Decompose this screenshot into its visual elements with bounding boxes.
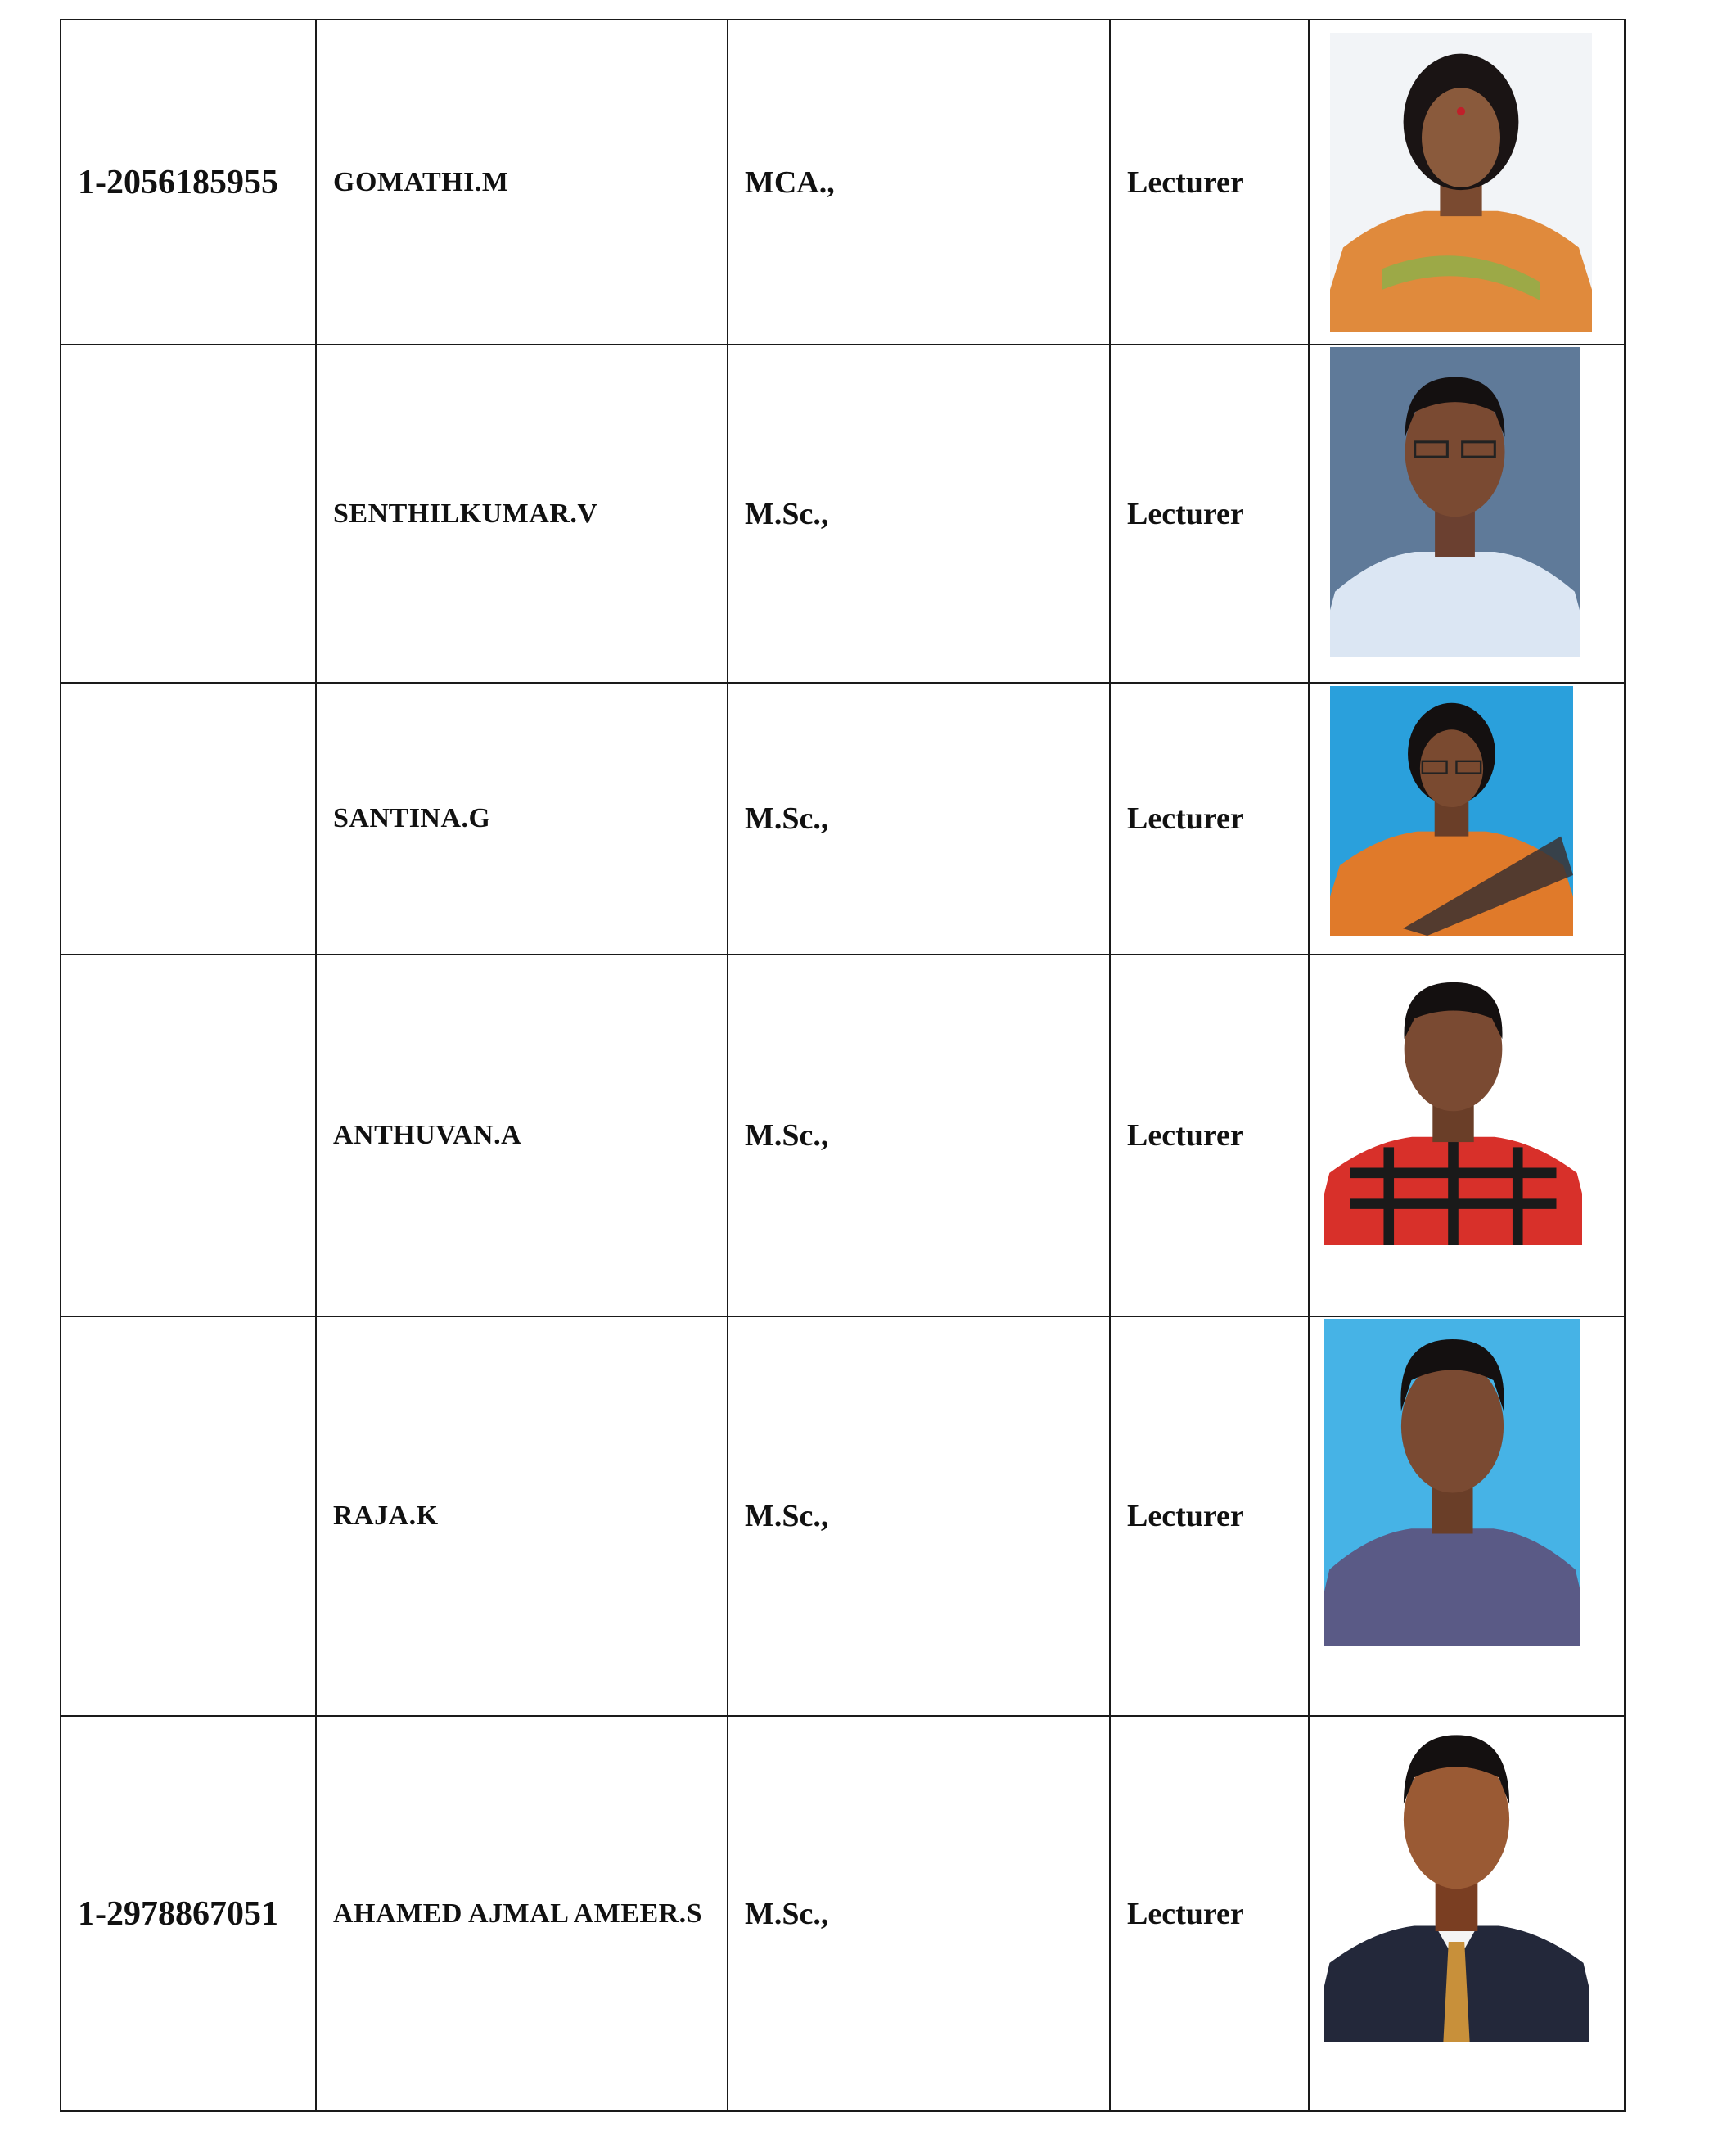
staff-name: SANTINA.G [316,683,728,955]
table-row [61,345,1625,683]
staff-id: 1-2978867051 [61,1716,316,2111]
staff-id [61,683,316,955]
photo-cell [1309,345,1625,683]
staff-qualification: M.Sc., [728,1316,1110,1716]
photo-cell [1309,1316,1625,1716]
table-row [61,20,1625,345]
staff-designation: Lecturer [1110,683,1309,955]
staff-qualification: MCA., [728,20,1110,345]
staff-id [61,1316,316,1716]
photo-cell [1309,683,1625,955]
photo-cell [1309,1716,1625,2111]
staff-qualification: M.Sc., [728,683,1110,955]
staff-table [60,19,1626,2112]
staff-designation: Lecturer [1110,955,1309,1316]
staff-name: AHAMED AJMAL AMEER.S [316,1716,728,2111]
photo-cell [1309,20,1625,345]
table-row [61,1316,1625,1716]
staff-name: GOMATHI.M [316,20,728,345]
staff-qualification: M.Sc., [728,1716,1110,2111]
staff-photo-female [1330,686,1573,936]
staff-photo-male [1330,347,1580,657]
staff-id [61,345,316,683]
staff-designation: Lecturer [1110,345,1309,683]
table-row [61,955,1625,1316]
staff-photo-male [1324,967,1582,1245]
staff-qualification: M.Sc., [728,345,1110,683]
table-row [61,683,1625,955]
staff-id [61,955,316,1316]
photo-cell [1309,955,1625,1316]
staff-photo-male [1324,1319,1580,1646]
table-row [61,1716,1625,2111]
staff-name: SENTHILKUMAR.V [316,345,728,683]
staff-photo-male [1324,1719,1589,2042]
staff-name: ANTHUVAN.A [316,955,728,1316]
staff-designation: Lecturer [1110,1316,1309,1716]
staff-photo-female [1330,33,1592,332]
staff-name: RAJA.K [316,1316,728,1716]
staff-designation: Lecturer [1110,20,1309,345]
staff-id: 1-2056185955 [61,20,316,345]
staff-designation: Lecturer [1110,1716,1309,2111]
staff-qualification: M.Sc., [728,955,1110,1316]
